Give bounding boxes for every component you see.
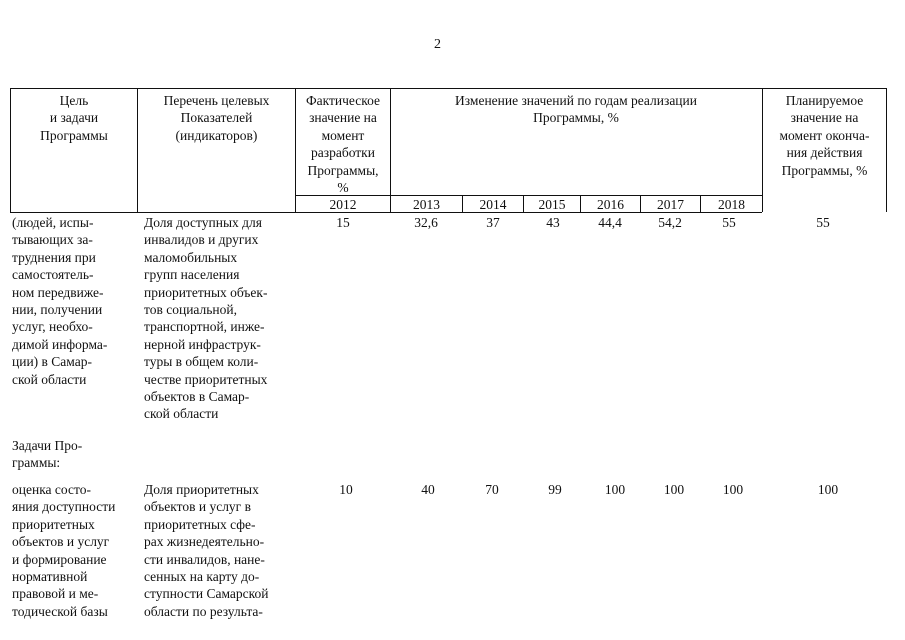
row2-value-2018: 100 bbox=[722, 482, 744, 497]
year-2018: 2018 bbox=[718, 197, 745, 212]
row1-planned-value: 55 bbox=[816, 215, 830, 230]
year-2012: 2012 bbox=[329, 197, 357, 212]
row2-value-2012: 10 bbox=[339, 482, 353, 497]
row2-value-2017: 100 bbox=[663, 482, 685, 497]
year-2016: 2016 bbox=[597, 197, 624, 212]
row1-value-2018: 55 bbox=[722, 215, 736, 230]
row2-value-2015: 99 bbox=[548, 482, 562, 497]
year-2013: 2013 bbox=[413, 197, 440, 212]
row1-value-2014: 37 bbox=[486, 215, 500, 230]
row2-value-2016: 100 bbox=[604, 482, 626, 497]
col-divider-1 bbox=[137, 88, 138, 212]
table-left-border bbox=[10, 88, 11, 212]
row1-value-2016: 44,4 bbox=[598, 215, 622, 230]
row1-indicator-text: Доля доступных для инвалидов и других маломобильных групп населения приоритетных объек- тов социальной, транспортной, инже- нерной инфраструк- туры в общем коли- честве приоритетных объектов в Самар- ской области bbox=[144, 215, 268, 422]
year-2014: 2014 bbox=[479, 197, 507, 212]
header-changes-by-year: Изменение значений по годам реализации Программы, % bbox=[455, 93, 697, 126]
row1-value-2012: 15 bbox=[336, 215, 350, 230]
tasks-heading: Задачи Про- граммы: bbox=[12, 438, 83, 471]
table-top-border bbox=[10, 88, 887, 89]
row2-indicator-text: Доля приоритетных объектов и услуг в приоритетных сфе- рах жизнедеятельно- сти инвалидов, нане- сенных на карту до- ступности Самарской области по результа- bbox=[144, 482, 269, 619]
row1-value-2017: 54,2 bbox=[658, 215, 682, 230]
row1-goal-text: (людей, испы- тывающих за- труднения при самостоятель- ном передвиже- нии, получении услуг, необхо- димой информа- ции) в Самар- ской области bbox=[12, 215, 108, 387]
row2-value-2013: 40 bbox=[421, 482, 435, 497]
year-2017: 2017 bbox=[657, 197, 684, 212]
table-right-border bbox=[886, 88, 887, 212]
header-planned-value: Планируемое значение на момент оконча- ния действия Программы, % bbox=[779, 93, 870, 178]
header-indicators: Перечень целевых Показателей (индикаторов) bbox=[163, 93, 270, 143]
page-number: 2 bbox=[434, 37, 441, 52]
row1-value-2015: 43 bbox=[546, 215, 560, 230]
header-actual-value: Фактическое значение на момент разработки Программы, % bbox=[305, 93, 381, 196]
row2-goal-text: оценка состо- яния доступности приоритетных объектов и услуг и формирование нормативной правовой и ме- тодической базы bbox=[12, 482, 116, 619]
year-2015: 2015 bbox=[538, 197, 566, 212]
row2-value-2014: 70 bbox=[485, 482, 499, 497]
row2-planned-value: 100 bbox=[817, 482, 839, 497]
row1-value-2013: 32,6 bbox=[414, 215, 438, 230]
header-goal: Цель и задачи Программы bbox=[40, 93, 108, 143]
